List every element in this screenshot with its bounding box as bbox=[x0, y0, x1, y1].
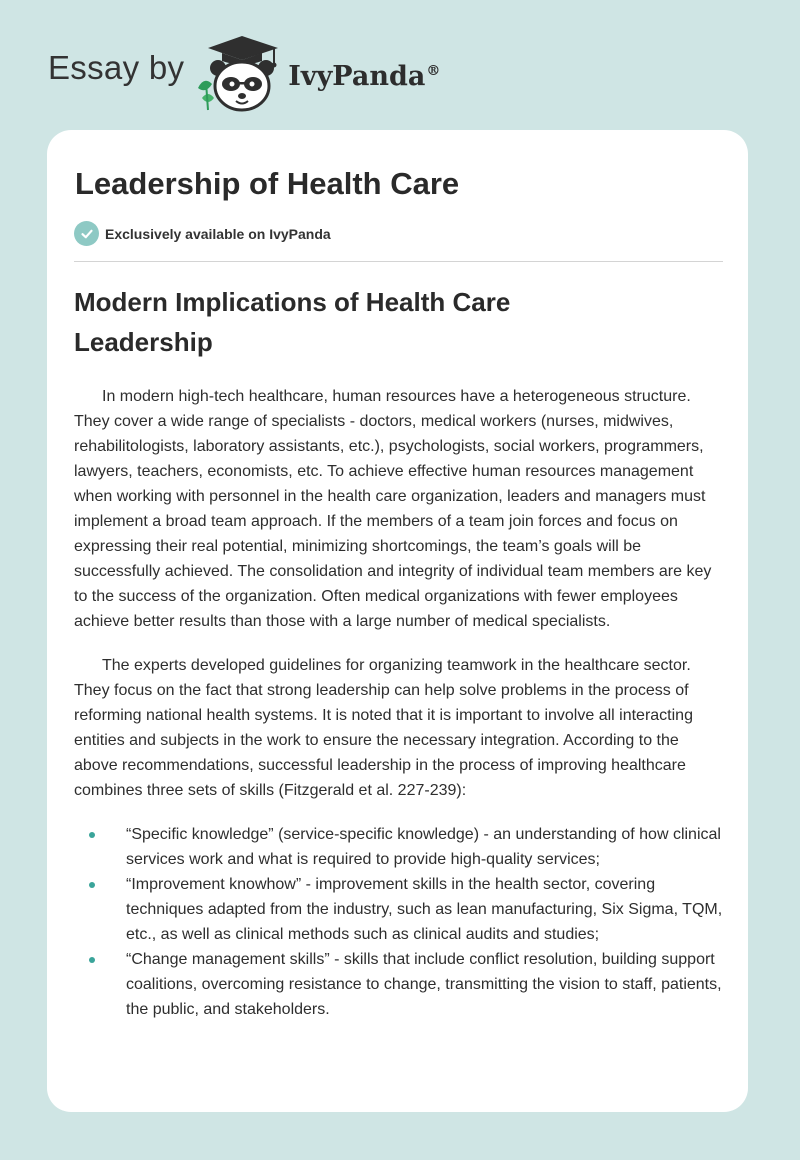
registered-mark: ® bbox=[426, 62, 441, 79]
divider bbox=[74, 261, 723, 262]
essay-body bbox=[74, 384, 724, 1022]
paragraph: In modern high-tech healthcare, human resources have a heterogeneous structure. They cover a wide range of specialists - doctors, medical workers (nurses, midwives, rehabilitologists, laboratory assistants, etc.), psychologists, social workers, programmers, lawyers, teachers, economists, etc. To achieve effective human resources management when working with personnel in the health care organization, leaders and managers must implement a broad team approach. If the members of a team join forces and focus on expressing their real potential, minimizing shortcomings, the team’s goals will be successfully achieved. The consolidation and integrity of individual team members are key to the success of the organization. Often medical organizations with fewer employees achieve better results than those with a large number of medical specialists. bbox=[74, 388, 712, 630]
list-item bbox=[74, 822, 724, 872]
panda-graduate-icon bbox=[194, 34, 286, 114]
skills-list bbox=[74, 822, 724, 1022]
list-item-text: “Specific knowledge” (service-specific knowledge) - an understanding of how clinical services work and what is required to provide high-quality services; bbox=[126, 826, 721, 868]
page-title: Leadership of Health Care bbox=[75, 166, 460, 201]
check-circle-icon bbox=[74, 221, 99, 246]
brand-name bbox=[288, 61, 440, 92]
bullet-icon bbox=[89, 832, 95, 838]
list-item-text: “Change management skills” - skills that include conflict resolution, building support coalitions, overcoming resistance to change, transmitting the vision to staff, patients, the public, and stakeholders. bbox=[126, 951, 722, 1018]
brand-name-text: IvyPanda bbox=[288, 60, 426, 92]
bullet-icon bbox=[89, 882, 95, 888]
exclusive-badge bbox=[74, 221, 331, 246]
list-item bbox=[74, 947, 724, 1022]
paragraph: The experts developed guidelines for organizing teamwork in the healthcare sector. They focus on the fact that strong leadership can help solve problems in the process of reforming national health systems. It is noted that it is important to involve all interacting entities and subjects in the work to ensure the necessary integration. According to the above recommendations, successful leadership in the process of improving healthcare combines three sets of skills (Fitzgerald et al. 227-239): bbox=[74, 657, 693, 799]
section-title: Modern Implications of Health Care Leadership bbox=[74, 287, 511, 357]
essay-card bbox=[47, 130, 748, 1112]
list-item bbox=[74, 872, 724, 947]
exclusive-label: Exclusively available on IvyPanda bbox=[105, 225, 331, 242]
brand-header bbox=[48, 34, 440, 114]
bullet-icon bbox=[89, 957, 95, 963]
brand-prefix: Essay by bbox=[48, 49, 185, 86]
list-item-text: “Improvement knowhow” - improvement skills in the health sector, covering techniques adapted from the industry, such as lean manufacturing, Six Sigma, TQM, etc., as well as clinical methods such as clinical audits and studies; bbox=[126, 876, 723, 943]
